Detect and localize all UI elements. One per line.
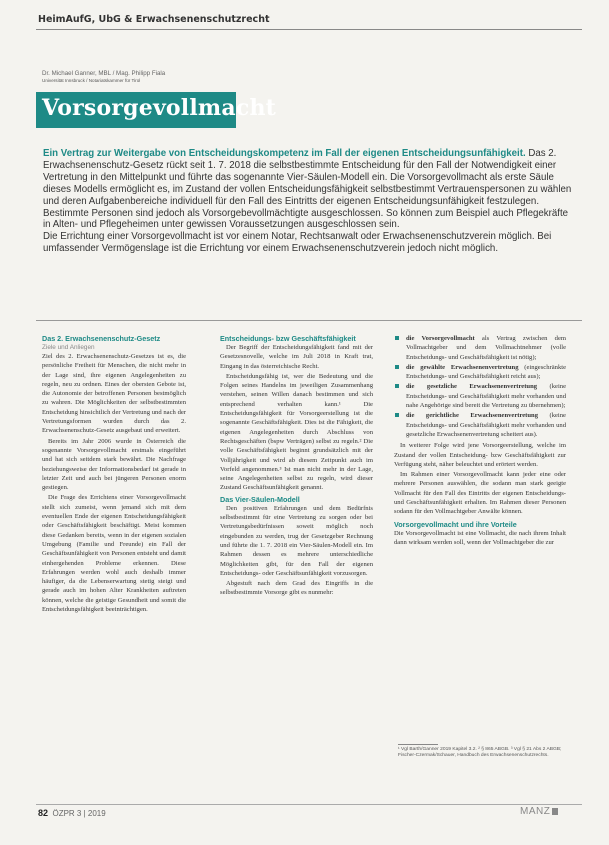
paragraph: Ziel des 2. Erwachsenenschutz-Gesetzes ist es, die persönliche Freiheit für Menschen, die nicht mehr in der Lage sind, ihre eigenen Angelegenheiten zu regeln, neu zu ordnen. Eines der obersten Gebote ist, die Autonomie der betroffenen Personen bestmöglich zu wahren. Die Möglichkeiten der selbstbestimmten Entscheidung hinsichtlich der Vertretung und nach der Vertretungsformen wurden durch das 2. Erwachsenenschutz-Gesetz ausgebaut und erweitert. [42, 353, 186, 435]
paragraph: Bereits im Jahr 2006 wurde in Österreich die sogenannte Vorsorgevollmacht erstmals eingeführt und hat sich seitdem stark bewährt. Die Nachfrage beziehungsweise der Informationsbedarf ist gerade in letzter Zeit und auch bei jüngeren Personen enorm gestiegen. [42, 437, 186, 492]
running-header: HeimAufG, UbG & Erwachsenenschutzrecht [38, 14, 270, 25]
page-number: 82 [38, 808, 49, 818]
paragraph: Den positiven Erfahrungen und dem Bedürfnis selbstbestimmt für eine Vertretung zu sorgen oder bei Vertretungsbedürfnissen soweit möglich noch eingebunden zu werden, trug der Gesetzgeber Rechnung und führte die 1. 7. 2018 ein Vier-Säulen-Modell ein. Im Rahmen dessen es mehrere unterschiedliche Möglichkeiten gibt, für den Fall der eigenen Entscheidungs- oder Geschäftsunfähigkeit vorzusorgen. [220, 504, 373, 577]
list-item: die gesetzliche Erwachsenenvertretung (keine Entscheidungs- und Geschäftsfähigkeit mehr vorhanden und nahe Angehörige sind bereit die Vertretung zu übernehmen); [394, 382, 566, 410]
publisher-mark-icon [552, 808, 558, 815]
footer-rule [36, 804, 582, 805]
list-item: die gewählte Erwachsenenvertretung (eingeschränkte Entscheidungs- und Geschäftsfähigkeit reicht aus); [394, 363, 566, 382]
abstract-separator [36, 320, 582, 321]
paragraph: Entscheidungsfähig ist, wer die Bedeutung und die Folgen seines Handelns im jeweiligen Zusammenhang verstehen, seinen Willen danach bestimmen und sich entsprechend verhalten kann.¹ Die Entscheidungsfähigkeit für Vorsorgeerstellung ist die sogenannte Geschäftsfähigkeit. Dies ist die Fähigkeit, die eigenen Angelegenheiten durch Abschluss von Rechtsgeschäften (bspw Verträgen) selbst zu regeln.² Die volle Geschäftsfähigkeit beginnt grundsätzlich mit der Volljährigkeit und wird ab diesem Zeitpunkt auch im Vorfeld angenommen.³ Ist man nicht mehr in der Lage, seine Angelegenheiten selbst zu regeln, wird dieser Zustand Geschäftsunfähigkeit genannt. [220, 372, 373, 492]
article-authors: Dr. Michael Ganner, MBL / Mag. Philipp Fiala [42, 70, 166, 77]
bullet-square-icon [395, 384, 399, 388]
article-affiliation: Universität Innsbruck / Notariatskammer für Tirol [42, 78, 141, 83]
abstract-lead: Ein Vertrag zur Weitergabe von Entscheidungskompetenz im Fall der eigenen Entscheidungsunfähigkeit. [43, 148, 526, 159]
column-3 [394, 334, 566, 548]
bullet-square-icon [395, 413, 399, 417]
column-2 [220, 334, 373, 599]
section-heading: Das Vier-Säulen-Modell [220, 494, 300, 504]
publisher-name: MANZ [520, 806, 551, 817]
header-rule [36, 29, 582, 30]
paragraph: Die Vorsorgevollmacht ist eine Vollmacht, die nach ihrem Inhalt dann wirksam werden soll, wenn der Vollmachtgeber die zur [394, 529, 566, 546]
paragraph: Im Rahmen einer Vorsorgevollmacht kann jeder eine oder mehrere Personen auswählen, die sodann man stark geeigte Vollmacht für den Fall des Eintritts der eigenen Entscheidungs- und Geschäftsunfähigkeit erhalten. Im Rahmen dieser Personen sodann für den Vollmachtgeber Anwälte können. [394, 471, 566, 516]
abstract-text: Das 2. Erwachsenenschutz-Gesetz rückt seit 1. 7. 2018 die selbstbestimmte Entscheidung für den Fall der Notwendigkeit einer Vertretung in den Mittelpunkt und führte das sogenannte Vier-Säulen-Modell ein. Die Vorsorgevollmacht als erste Säule dieses Modells ermöglicht es, im Zustand der vollen Entscheidungsfähigkeit selbstbestimmt Vertrauenspersonen zu wählen und deren Aufgabenbereiche individuell für den Fall des Eintritts der eigenen Entscheidungsunfähigkeit festzulegen. Bestimmte Personen sind jedoch als Vorsorgebevollmächtigte ausgeschlossen. So können zum Beispiel auch Pflegekräfte in Alten- und Pflegeheimen unter gewissen Voraussetzungen ausgeschlossen sein. [43, 148, 572, 231]
column-1 [42, 334, 186, 615]
section-heading: Entscheidungs- bzw Geschäftsfähigkeit [220, 334, 356, 343]
section-heading: Vorsorgevollmacht und ihre Vorteile [394, 519, 517, 529]
page-footer [38, 808, 106, 818]
section-heading: Das 2. Erwachsenenschutz-Gesetz [42, 334, 161, 343]
section-subheading: Ziele und Anliegen [42, 344, 95, 351]
list-item: die gerichtliche Erwachsenenvertretung (keine Entscheidungs- und Geschäftsfähigkeit mehr vorhanden und gesetzliche Erwachsenenvertretung scheitert aus). [394, 411, 566, 439]
list-item: die Vorsorgevollmacht als Vertrag zwischen dem Vollmachtgeber und dem Vollmachtnehmer (volle Entscheidungs- und Geschäftsfähigkeit ist nötig); [394, 334, 566, 362]
bullet-square-icon [395, 336, 399, 340]
paragraph: Abgestuft nach dem Grad des Eingriffs in die selbstbestimmte Vorsorge gibt es nunmehr: [220, 580, 373, 597]
article-title: Vorsorgevollmacht [42, 95, 277, 121]
paragraph: Die Frage des Errichtens einer Vorsorgevollmacht stellt sich zumeist, wenn jemand sich mit dem eventuellen Ende der eigenen Entscheidungsfähigkeit oder Geschäftsfähigkeit beschäftigt. Meist kommen diese Gedanken bereits, wenn in der eigenen sozialen Umgebung (Familie und Freunde) ein Fall der Geschäftsunfähigkeit von Personen entsteht und damit einhergehenden Probleme erkennen. Diese Erfahrungen werden wohl auch deshalb immer häufiger, da die Lebenserwartung stetig steigt und gerade auch im hohen Alter Krankheiten auftreten können, welche die geistige Gesundheit und somit die Entscheidungsfähigkeit beeinträchtigen. [42, 494, 186, 614]
title-bar [36, 92, 277, 128]
paragraph: Der Begriff der Entscheidungsfähigkeit fand mit der Gesetzesnovelle, welche im Juli 2018 in Kraft trat, Eingang in das österreichische Recht. [220, 344, 373, 370]
abstract-paragraph-2: Die Errichtung einer Vorsorgevollmacht ist vor einem Notar, Rechtsanwalt oder Erwachsenenschutzverein möglich. Bei umfassender Vermögenslage ist die Errichtung vor einem Erwachsenenschutzverein jedoch nicht möglich. [43, 231, 552, 255]
publisher-logo [520, 806, 558, 817]
bullet-list [394, 334, 566, 439]
footnote: ¹ Vgl Barth/Ganner 2019 Kapitel 3.2. ² § 865 ABGB. ³ Vgl § 21 Abs 2 ABGB; Fischer-Czermak/Schauer, Handbuch des Erwachsenenschutzrechts. [398, 747, 562, 758]
footnote-rule [398, 744, 438, 745]
bullet-square-icon [395, 365, 399, 369]
journal-issue: ÖZPR 3 | 2019 [52, 809, 106, 818]
paragraph: In weiterer Folge wird jene Vorsorgeerstellung, welche im Zustand der vollen Entscheidung- bzw Geschäftsfähigkeit zur Verfügung steht, näher beleuchtet und erörtert werden. [394, 442, 566, 468]
article-abstract [43, 148, 575, 255]
